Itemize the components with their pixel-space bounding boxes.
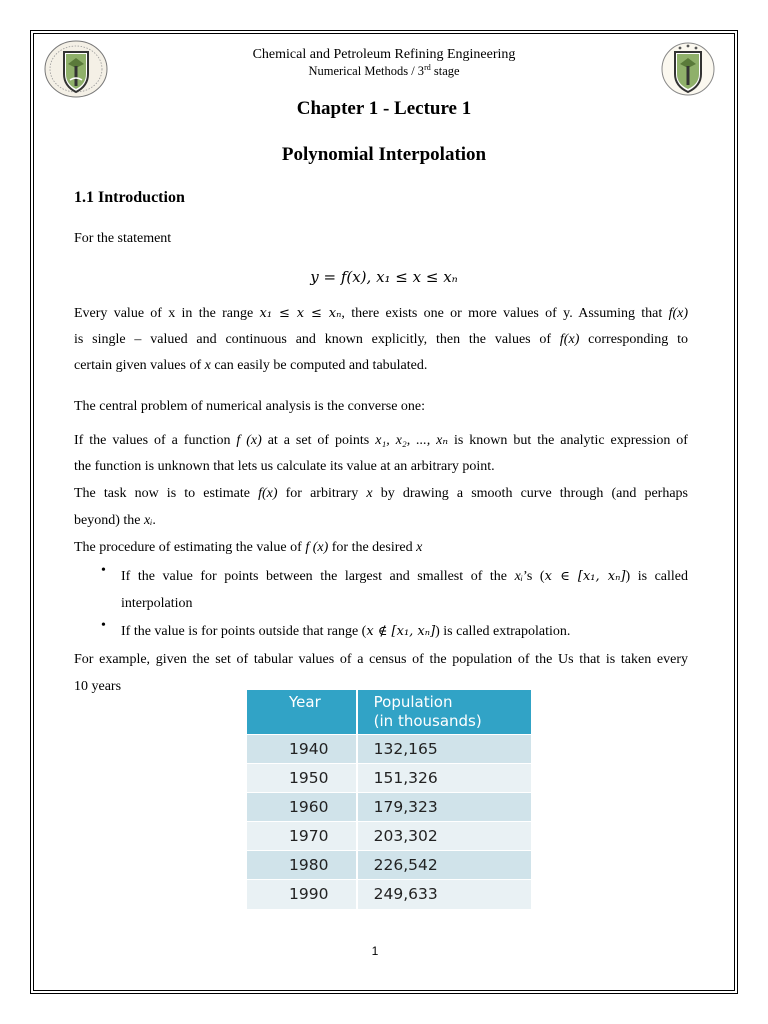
topic-title: Polynomial Interpolation — [281, 144, 487, 165]
para1-line1: Every value of x in the range x₁ ≤ x ≤ xₙ, there exists one or more values of y. Assuming that f(x) — [74, 306, 688, 321]
bullet-1-line2: interpolation — [121, 596, 193, 611]
table-row — [247, 764, 531, 793]
cell-population: 132,165 — [357, 735, 531, 764]
main-equation: y = f(x), x₁ ≤ x ≤ xₙ — [310, 268, 458, 286]
para3-line3: The task now is to estimate f(x) for arbitrary x by drawing a smooth curve through (and perhaps — [74, 486, 688, 501]
chapter-title: Chapter 1 - Lecture 1 — [296, 98, 472, 119]
para4-line1: For example, given the set of tabular values of a census of the population of the Us that is taken every — [74, 652, 688, 667]
page-number: 1 — [371, 944, 379, 958]
header-population: Population (in thousands) — [357, 690, 531, 735]
para2: The central problem of numerical analysis is the converse one: — [74, 399, 426, 414]
table-row — [247, 880, 531, 909]
table-header-row — [247, 690, 531, 735]
cell-year: 1970 — [247, 822, 357, 851]
cell-year: 1990 — [247, 880, 357, 909]
cell-population: 203,302 — [357, 822, 531, 851]
para1-line2: is single – valued and continuous and known explicitly, then the values of f(x) corresponding to — [74, 332, 688, 347]
cell-population: 151,326 — [357, 764, 531, 793]
bullet-1-line1: If the value for points between the largest and smallest of the xᵢ’s (x ∈ [x₁, xₙ]) is called — [121, 569, 689, 584]
cell-population: 179,323 — [357, 793, 531, 822]
intro-line: For the statement — [74, 231, 172, 246]
cell-year: 1980 — [247, 851, 357, 880]
header-line-institution: Chemical and Petroleum Refining Engineering — [252, 47, 516, 62]
para4-line2: 10 years — [74, 679, 122, 694]
header-year: Year — [247, 690, 357, 735]
cell-population: 226,542 — [357, 851, 531, 880]
para3-line1: If the values of a function f (x) at a set of points x₁, x₂, ..., xₙ is known but the analytic expression of — [74, 433, 688, 448]
table-row — [247, 793, 531, 822]
table-row — [247, 735, 531, 764]
population-table — [247, 690, 531, 909]
bullet-marker: • — [101, 618, 106, 633]
table-row — [247, 822, 531, 851]
section-heading: 1.1 Introduction — [74, 189, 185, 206]
para3-line2: the function is unknown that lets us calculate its value at an arbitrary point. — [74, 459, 495, 474]
header-line-course: Numerical Methods / 3rd stage — [308, 63, 460, 79]
para3-line5: The procedure of estimating the value of f (x) for the desired x — [74, 540, 423, 555]
para1-line3: certain given values of x can easily be computed and tabulated. — [74, 358, 428, 373]
bullet-2: If the value is for points outside that range (x ∉ [x₁, xₙ]) is called extrapolation. — [121, 624, 571, 639]
cell-population: 249,633 — [357, 880, 531, 909]
para3-line4: beyond) the xᵢ. — [74, 513, 156, 528]
table-row — [247, 851, 531, 880]
bullet-marker: • — [101, 563, 106, 578]
cell-year: 1950 — [247, 764, 357, 793]
cell-year: 1960 — [247, 793, 357, 822]
cell-year: 1940 — [247, 735, 357, 764]
